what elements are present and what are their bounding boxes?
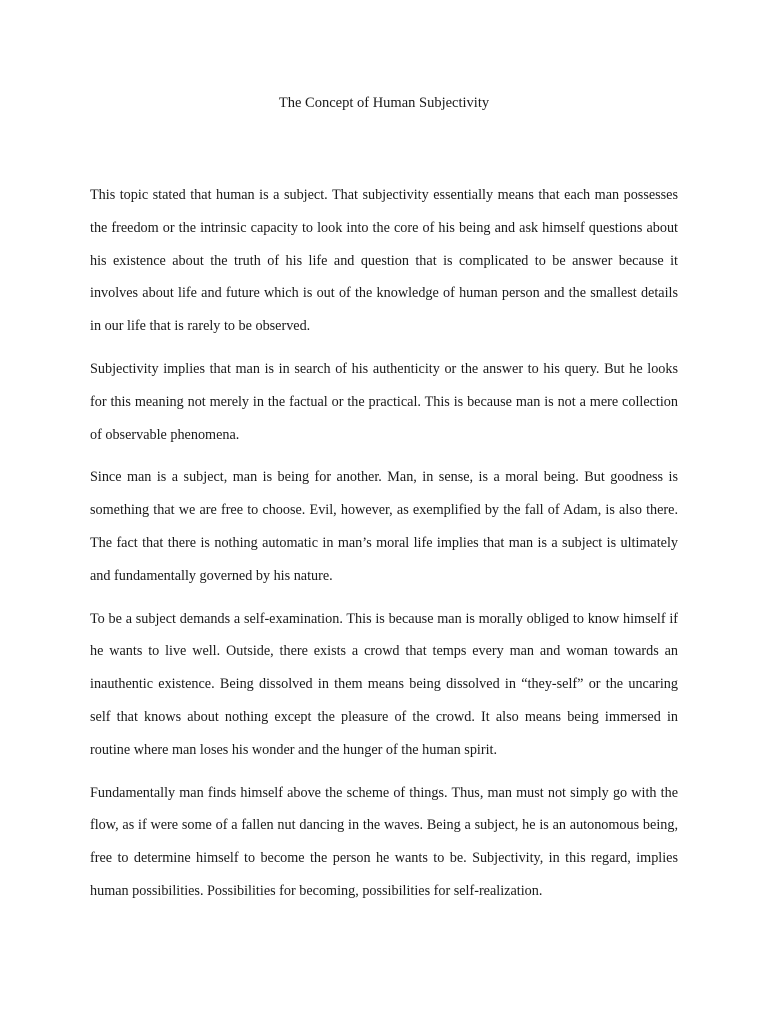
paragraph-3: Since man is a subject, man is being for another. Man, in sense, is a moral being. But goodness is something that we are free to choose. Evil, however, as exemplified by the fall of Adam, is also there. The fact that there is nothing automatic in man’s moral life implies that man is a subject is ultimately and fundamentally governed by his nature. [90,469,678,584]
paragraph-2: Subjectivity implies that man is in search of his authenticity or the answer to his query. But he looks for this meaning not merely in the factual or the practical. This is because man is not a mere collection of observable phenomena. [90,360,678,443]
paragraph-4: To be a subject demands a self-examination. This is because man is morally obliged to know himself if he wants to live well. Outside, there exists a crowd that temps every man and woman towards an inauthentic existence. Being dissolved in them means being dissolved in “they-self” or the uncaring self that knows about nothing except the pleasure of the crowd. It also means being immersed in routine where man loses his wonder and the hunger of the human spirit. [90,610,678,758]
paragraph-5: Fundamentally man finds himself above the scheme of things. Thus, man must not simply go with the flow, as if were some of a fallen nut dancing in the waves. Being a subject, he is an autonomous being, free to determine himself to become the person he wants to be. Subjectivity, in this regard, implies human possibilities. Possibilities for becoming, possibilities for self-realization. [90,784,678,899]
document-title: The Concept of Human Subjectivity [278,95,490,111]
paragraph-1: This topic stated that human is a subject. That subjectivity essentially means that each man possesses the freedom or the intrinsic capacity to look into the core of his being and ask himself questions about his existence about the truth of his life and question that is complicated to be answer because it involves about life and future which is out of the knowledge of human person and the smallest details in our life that is rarely to be observed. [90,187,678,335]
document-body [90,179,678,918]
